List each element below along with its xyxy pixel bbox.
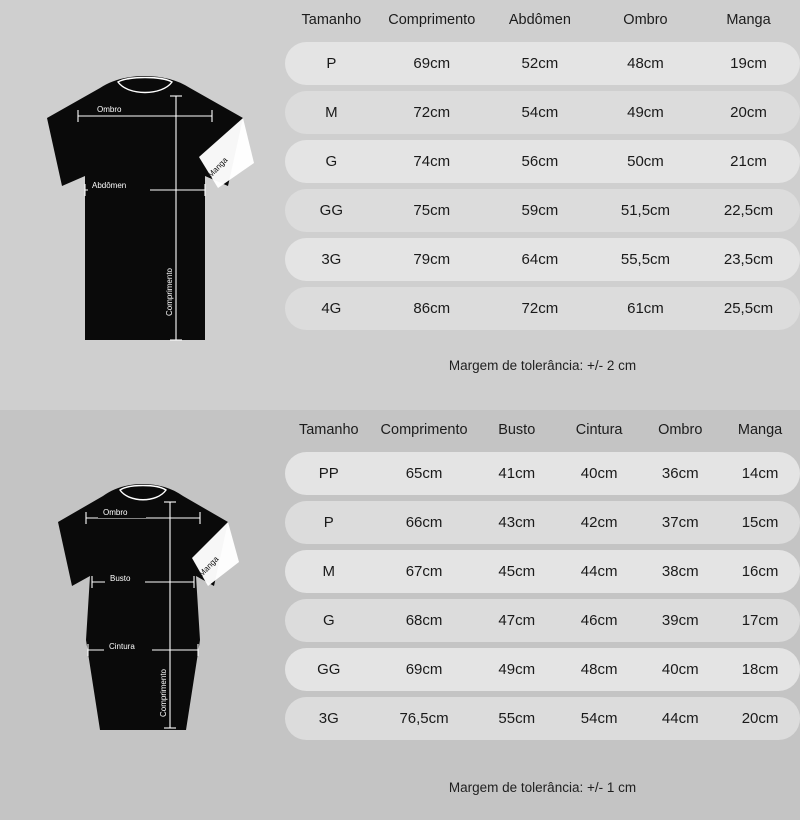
table-row (285, 287, 800, 330)
cell-cintura: 54cm (558, 697, 640, 740)
cell-manga: 16cm (720, 550, 800, 593)
cell-busto: 43cm (476, 501, 558, 544)
cell-manga: 15cm (720, 501, 800, 544)
size-table-masculina-wrap (285, 0, 800, 410)
table-row (285, 501, 800, 544)
cell-comprimento: 86cm (378, 287, 486, 330)
cell-tamanho: GG (285, 648, 373, 691)
table-row (285, 238, 800, 281)
cell-comprimento: 69cm (373, 648, 476, 691)
label-busto-feminina: Busto (110, 574, 131, 583)
cell-abdomen: 59cm (486, 189, 594, 232)
cell-ombro: 40cm (640, 648, 720, 691)
shirt-illustration-feminina (0, 410, 290, 820)
label-abdomen-masculina: Abdômen (92, 181, 127, 190)
table-header-row (285, 6, 800, 36)
col-header-comprimento: Comprimento (380, 422, 468, 438)
cell-manga: 21cm (697, 140, 800, 183)
size-table-masculina (285, 0, 800, 336)
cell-ombro: 44cm (640, 697, 720, 740)
cell-busto: 45cm (476, 550, 558, 593)
cell-comprimento: 65cm (373, 452, 476, 495)
cell-manga: 18cm (720, 648, 800, 691)
cell-manga: 14cm (720, 452, 800, 495)
label-manga-masculina: Manga (205, 155, 230, 180)
cell-ombro: 38cm (640, 550, 720, 593)
cell-ombro: 51,5cm (594, 189, 697, 232)
cell-tamanho: G (285, 599, 373, 642)
cell-comprimento: 75cm (378, 189, 486, 232)
tolerance-note-feminina: Margem de tolerância: +/- 1 cm (448, 780, 637, 795)
cell-ombro: 55,5cm (594, 238, 697, 281)
shirt-diagram-feminina (0, 410, 290, 820)
cell-busto: 41cm (476, 452, 558, 495)
cell-ombro: 48cm (594, 42, 697, 85)
col-header-tamanho: Tamanho (298, 422, 359, 438)
cell-abdomen: 64cm (486, 238, 594, 281)
cell-cintura: 42cm (558, 501, 640, 544)
cell-ombro: 36cm (640, 452, 720, 495)
cell-manga: 20cm (720, 697, 800, 740)
cell-tamanho: 3G (285, 697, 373, 740)
cell-tamanho: P (285, 501, 373, 544)
cell-manga: 20cm (697, 91, 800, 134)
size-table-feminina (285, 410, 800, 746)
cell-comprimento: 74cm (378, 140, 486, 183)
cell-comprimento: 76,5cm (373, 697, 476, 740)
cell-manga: 17cm (720, 599, 800, 642)
cell-abdomen: 52cm (486, 42, 594, 85)
cell-manga: 23,5cm (697, 238, 800, 281)
label-ombro-feminina: Ombro (103, 508, 128, 517)
table-header-row (285, 416, 800, 446)
table-row (285, 599, 800, 642)
cell-tamanho: G (285, 140, 378, 183)
table-row (285, 140, 800, 183)
col-header-tamanho: Tamanho (301, 12, 362, 28)
shirt-body-shape (58, 484, 228, 730)
cell-cintura: 46cm (558, 599, 640, 642)
cell-tamanho: 4G (285, 287, 378, 330)
cell-busto: 55cm (476, 697, 558, 740)
tolerance-note-masculina: Margem de tolerância: +/- 2 cm (448, 358, 637, 373)
table-row (285, 452, 800, 495)
cell-tamanho: M (285, 91, 378, 134)
col-header-manga: Manga (737, 422, 783, 438)
cell-cintura: 48cm (558, 648, 640, 691)
cell-tamanho: P (285, 42, 378, 85)
cell-ombro: 61cm (594, 287, 697, 330)
cell-manga: 19cm (697, 42, 800, 85)
label-comprimento-feminina: Comprimento (159, 668, 168, 718)
col-header-comprimento: Comprimento (388, 12, 476, 28)
col-header-busto: Busto (498, 422, 536, 438)
label-comprimento-masculina: Comprimento (165, 267, 174, 317)
cell-cintura: 40cm (558, 452, 640, 495)
cell-ombro: 39cm (640, 599, 720, 642)
cell-comprimento: 79cm (378, 238, 486, 281)
shirt-illustration-masculina (0, 0, 290, 410)
cell-comprimento: 67cm (373, 550, 476, 593)
cell-tamanho: 3G (285, 238, 378, 281)
col-header-abdomen: Abdômen (508, 12, 571, 28)
table-row (285, 91, 800, 134)
label-cintura-feminina: Cintura (109, 642, 135, 651)
cell-abdomen: 56cm (486, 140, 594, 183)
label-manga-feminina: Manga (196, 554, 221, 579)
table-row (285, 550, 800, 593)
cell-abdomen: 54cm (486, 91, 594, 134)
cell-comprimento: 68cm (373, 599, 476, 642)
cell-manga: 25,5cm (697, 287, 800, 330)
cell-comprimento: 69cm (378, 42, 486, 85)
cell-cintura: 44cm (558, 550, 640, 593)
cell-tamanho: PP (285, 452, 373, 495)
cell-busto: 49cm (476, 648, 558, 691)
cell-ombro: 50cm (594, 140, 697, 183)
cell-abdomen: 72cm (486, 287, 594, 330)
cell-tamanho: GG (285, 189, 378, 232)
table-row (285, 189, 800, 232)
cell-ombro: 49cm (594, 91, 697, 134)
table-row (285, 697, 800, 740)
table-row (285, 42, 800, 85)
cell-manga: 22,5cm (697, 189, 800, 232)
section-feminina (0, 410, 800, 820)
col-header-manga: Manga (726, 12, 771, 28)
cell-busto: 47cm (476, 599, 558, 642)
label-ombro-masculina: Ombro (97, 105, 122, 114)
shirt-diagram-masculina (0, 0, 290, 410)
size-table-feminina-wrap (285, 410, 800, 820)
cell-tamanho: M (285, 550, 373, 593)
col-header-ombro: Ombro (623, 12, 668, 28)
cell-comprimento: 66cm (373, 501, 476, 544)
cell-comprimento: 72cm (378, 91, 486, 134)
col-header-ombro: Ombro (658, 422, 703, 438)
cell-ombro: 37cm (640, 501, 720, 544)
table-row (285, 648, 800, 691)
col-header-cintura: Cintura (575, 422, 623, 438)
